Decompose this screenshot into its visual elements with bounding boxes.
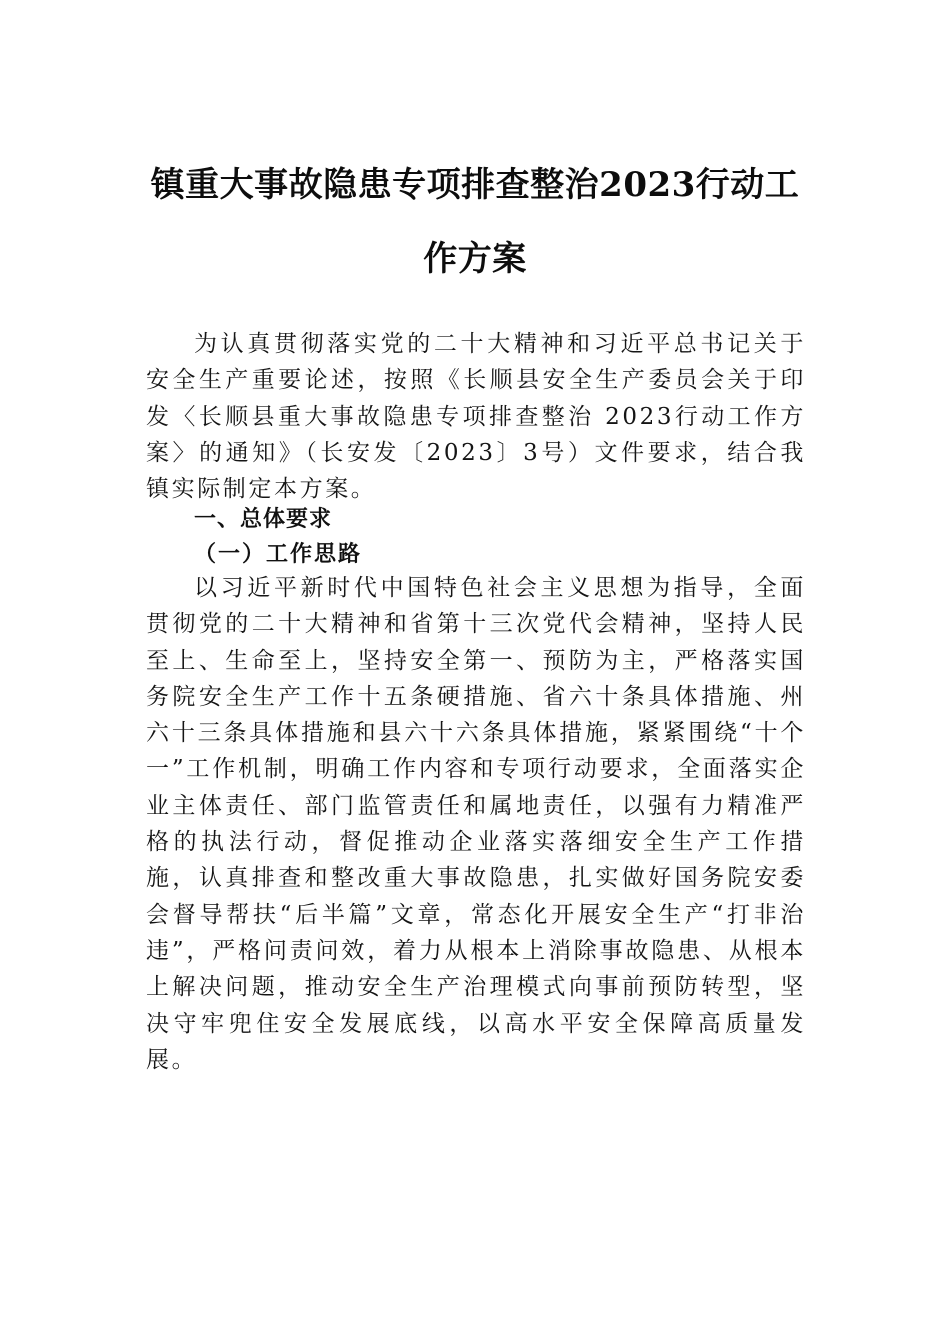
work-approach-paragraph: 以习近平新时代中国特色社会主义思想为指导，全面贯彻党的二十大精神和省第十三次党代会精神，坚持人民至上、生命至上，坚持安全第一、预防为主，严格落实国务院安全生产工作十五条硬措施、省六十条具体措施、州六十三条具体措施和县六十六条具体措施，紧紧围绕“十个一”工作机制，明确工作内容和专项行动要求，全面落实企业主体责任、部门监管责任和属地责任，以强有力精准严格的执法行动，督促推动企业落实落细安全生产工作措施，认真排查和整改重大事故隐患，扎实做好国务院安委会督导帮扶“后半篇”文章，常态化开展安全生产“打非治违”，严格问责问效，着力从根本上消除事故隐患、从根本上解决问题，推动安全生产治理模式向事前预防转型，坚决守牢兜住安全发展底线，以高水平安全保障高质量发展。: [146, 575, 806, 1073]
section-heading-general-requirements: 一、总体要求: [194, 507, 333, 532]
document-title: 镇重大事故隐患专项排查整治2023行动工作方案: [150, 165, 800, 279]
intro-paragraph: 为认真贯彻落实党的二十大精神和习近平总书记关于安全生产重要论述，按照《长顺县安全生产委员会关于印发〈长顺县重大事故隐患专项排查整治 2023行动工作方案〉的通知》（长安发〔2023〕3号）文件要求，结合我镇实际制定本方案。: [146, 331, 806, 503]
subsection-heading-work-approach: （一）工作思路: [194, 541, 363, 567]
